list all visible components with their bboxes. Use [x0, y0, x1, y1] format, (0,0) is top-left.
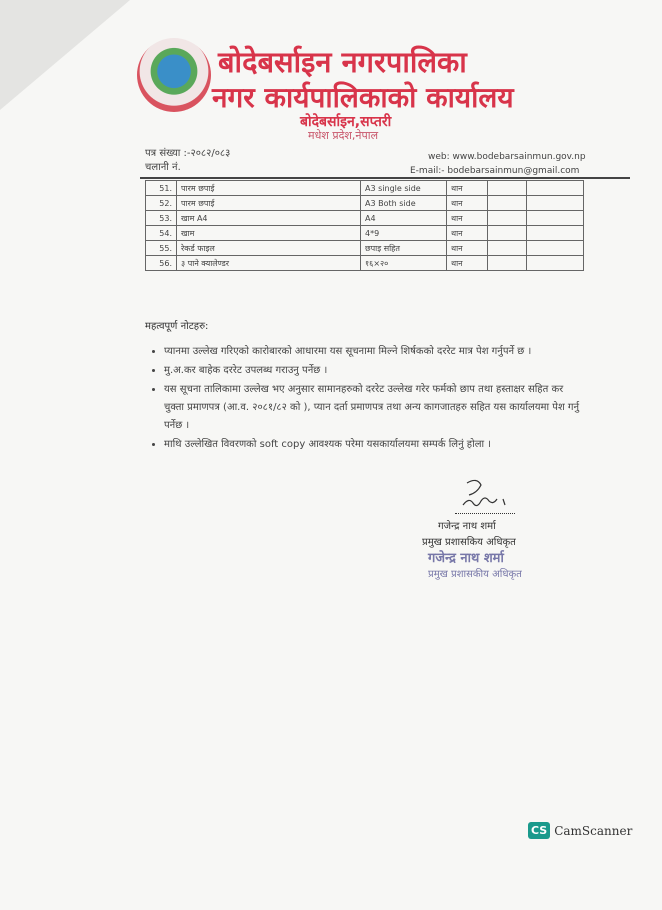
cell-blank: [527, 241, 584, 256]
table-row: [146, 256, 584, 271]
cell-item: खाम: [177, 226, 361, 241]
stamp-name: गजेन्द्र नाथ शर्मा: [428, 551, 504, 566]
notes-list: [150, 343, 584, 455]
cell-spec: A4: [361, 211, 447, 226]
table-row: [146, 241, 584, 256]
cell-unit: थान: [447, 241, 488, 256]
cell-blank: [527, 211, 584, 226]
cell-item: ३ पाने क्यालेण्डर: [177, 256, 361, 271]
location-line1: बोदेबर्साइन,सप्तरी: [300, 114, 392, 130]
note-item: • माथि उल्लेखित विवरणको soft copy आवश्यक परेमा यसकार्यालयमा सम्पर्क लिनुं होला ।: [164, 436, 584, 454]
cell-item: पारम छपाई: [177, 181, 361, 196]
note-item: • मु.अ.कर बाहेक दररेट उपलब्ध गराउनु पर्नेछ ।: [164, 362, 584, 380]
notes-heading: महत्वपूर्ण नोटहरु:: [145, 321, 209, 332]
cell-blank: [527, 196, 584, 211]
cell-blank: [527, 256, 584, 271]
cell-spec: छपाइ सहित: [361, 241, 447, 256]
signatory-name: गजेन्द्र नाथ शर्मा: [438, 521, 496, 532]
municipality-emblem-logo: [137, 38, 211, 112]
camscanner-label: CamScanner: [554, 823, 633, 838]
cell-unit: थान: [447, 211, 488, 226]
camscanner-watermark: [528, 822, 632, 839]
cell-blank: [488, 256, 527, 271]
cell-item: खाम A4: [177, 211, 361, 226]
cell-no: 52.: [146, 196, 177, 211]
cell-unit: थान: [447, 181, 488, 196]
cell-unit: थान: [447, 256, 488, 271]
cell-no: 54.: [146, 226, 177, 241]
table-row: [146, 196, 584, 211]
table-row: [146, 211, 584, 226]
website: web: www.bodebarsainmun.gov.np: [428, 152, 586, 162]
signatory-title: प्रमुख प्रशासकिय अधिकृत: [422, 537, 516, 548]
cell-spec: १६×२०: [361, 256, 447, 271]
camscanner-logo-icon: CS: [528, 822, 550, 839]
title-line2: नगर कार्यपालिकाको कार्यालय: [212, 81, 514, 114]
page-fold: [0, 0, 130, 110]
cell-blank: [488, 181, 527, 196]
cell-no: 56.: [146, 256, 177, 271]
cell-spec: A3 single side: [361, 181, 447, 196]
title-line1: बोदेबर्साइन नगरपालिका: [218, 45, 467, 79]
note-item: • प्यानमा उल्लेख गरिएको कारोबारको आधारमा यस सूचनामा मिल्ने शिर्षकको दररेट मात्र पेश गर्नुपर्ने छ ।: [164, 343, 584, 361]
note-item: • यस सूचना तालिकामा उल्लेख भए अनुसार सामानहरुको दररेट उल्लेख गरेर फर्मको छाप तथा हस्ताक्षर सहित कर चुक्ता प्रमाणपत्र (आ.व. २०८१/८२ को ), प्यान दर्ता प्रमाणपत्र तथा अन्य कागजातहरु सहित यस कार्यालयमा पेश गर्नु पर्नेछ ।: [164, 381, 584, 435]
items-table: [145, 180, 584, 271]
location-line2: मधेश प्रदेश,नेपाल: [308, 129, 379, 142]
dispatch-number: चलानी नं.: [145, 162, 181, 173]
cell-spec: 4*9: [361, 226, 447, 241]
cell-item: पारम छपाई: [177, 196, 361, 211]
header-divider: [140, 177, 630, 179]
cell-unit: थान: [447, 196, 488, 211]
cell-blank: [488, 211, 527, 226]
email: E-mail:- bodebarsainmun@gmail.com: [410, 166, 580, 176]
cell-unit: थान: [447, 226, 488, 241]
stamp-title: प्रमुख प्रशासकीय अधिकृत: [428, 569, 522, 580]
cell-blank: [488, 226, 527, 241]
cell-item: रेकर्ड फाइल: [177, 241, 361, 256]
cell-blank: [488, 196, 527, 211]
cell-no: 55.: [146, 241, 177, 256]
cell-spec: A3 Both side: [361, 196, 447, 211]
letter-number: पत्र संख्या :-२०८२/०८३: [145, 148, 231, 159]
cell-no: 53.: [146, 211, 177, 226]
table-row: [146, 181, 584, 196]
cell-no: 51.: [146, 181, 177, 196]
signature: [455, 475, 515, 514]
cell-blank: [488, 241, 527, 256]
table-row: [146, 226, 584, 241]
cell-blank: [527, 226, 584, 241]
cell-blank: [527, 181, 584, 196]
